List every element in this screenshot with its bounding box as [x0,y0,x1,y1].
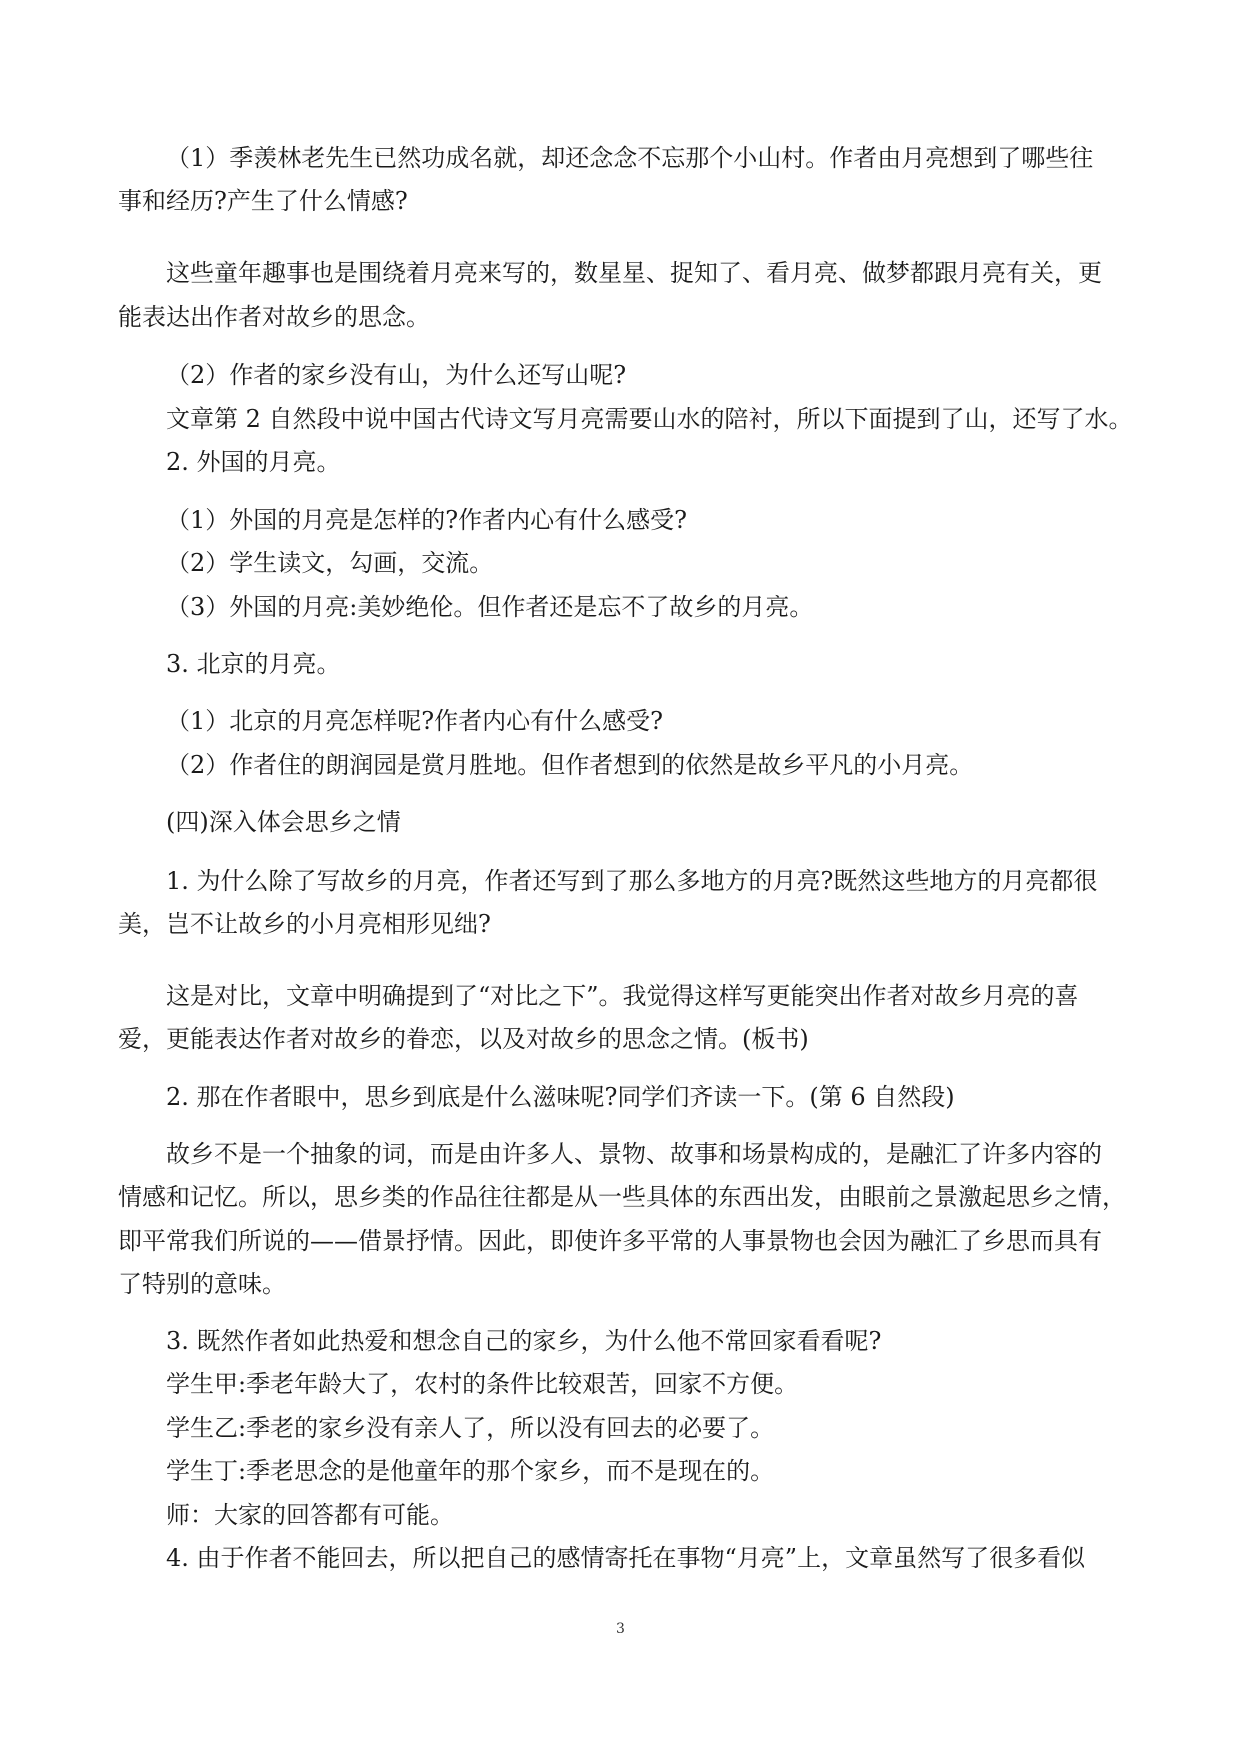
paragraph-line: （1）季羡林老先生已然功成名就，却还念念不忘那个小山村。作者由月亮想到了哪些往 [166,144,1094,172]
paragraph-line: （2）作者的家乡没有山，为什么还写山呢? [166,361,627,389]
paragraph-line: （1）外国的月亮是怎样的?作者内心有什么感受? [166,506,688,534]
paragraph-line: 学生乙:季老的家乡没有亲人了，所以没有回去的必要了。 [166,1414,775,1442]
paragraph-line: （2）学生读文，勾画，交流。 [166,549,494,577]
page-number: 3 [616,1621,625,1637]
paragraph-line: 3. 既然作者如此热爱和想念自己的家乡，为什么他不常回家看看呢? [166,1327,882,1355]
paragraph-line: 能表达出作者对故乡的思念。 [118,303,430,331]
paragraph-line: 了特别的意味。 [118,1270,286,1298]
paragraph-line: 爱，更能表达作者对故乡的眷恋，以及对故乡的思念之情。(板书) [118,1025,809,1053]
paragraph-line: 这是对比，文章中明确提到了“对比之下”。我觉得这样写更能突出作者对故乡月亮的喜 [166,982,1079,1010]
paragraph-line: （3）外国的月亮:美妙绝伦。但作者还是忘不了故乡的月亮。 [166,593,814,621]
paragraph-line: 1. 为什么除了写故乡的月亮，作者还写到了那么多地方的月亮?既然这些地方的月亮都很 [166,867,1098,895]
paragraph-line: 事和经历?产生了什么情感? [118,187,408,215]
section-heading: (四)深入体会思乡之情 [166,808,401,836]
section-heading: 3. 北京的月亮。 [166,650,341,678]
paragraph-line: 学生丁:季老思念的是他童年的那个家乡，而不是现在的。 [166,1457,775,1485]
paragraph-line: 情感和记忆。所以，思乡类的作品往往都是从一些具体的东西出发，由眼前之景激起思乡之情， [118,1183,1126,1211]
paragraph-line: 2. 那在作者眼中，思乡到底是什么滋味呢?同学们齐读一下。(第 6 自然段) [166,1083,955,1111]
paragraph-line: 美，岂不让故乡的小月亮相形见绌? [118,910,491,938]
paragraph-line: 4. 由于作者不能回去，所以把自己的感情寄托在事物“月亮”上，文章虽然写了很多看似 [166,1544,1086,1572]
paragraph-line: 这些童年趣事也是围绕着月亮来写的，数星星、捉知了、看月亮、做梦都跟月亮有关，更 [166,259,1102,287]
paragraph-line: 学生甲:季老年龄大了，农村的条件比较艰苦，回家不方便。 [166,1370,799,1398]
paragraph-line: 文章第 2 自然段中说中国古代诗文写月亮需要山水的陪衬，所以下面提到了山，还写了水。 [166,405,1133,433]
paragraph-line: 师：大家的回答都有可能。 [166,1501,454,1529]
paragraph-line: （1）北京的月亮怎样呢?作者内心有什么感受? [166,707,664,735]
paragraph-line: 故乡不是一个抽象的词，而是由许多人、景物、故事和场景构成的，是融汇了许多内容的 [166,1140,1102,1168]
paragraph-line: 即平常我们所说的——借景抒情。因此，即使许多平常的人事景物也会因为融汇了乡思而具有 [118,1227,1102,1255]
paragraph-line: （2）作者住的朗润园是赏月胜地。但作者想到的依然是故乡平凡的小月亮。 [166,751,974,779]
section-heading: 2. 外国的月亮。 [166,448,341,476]
